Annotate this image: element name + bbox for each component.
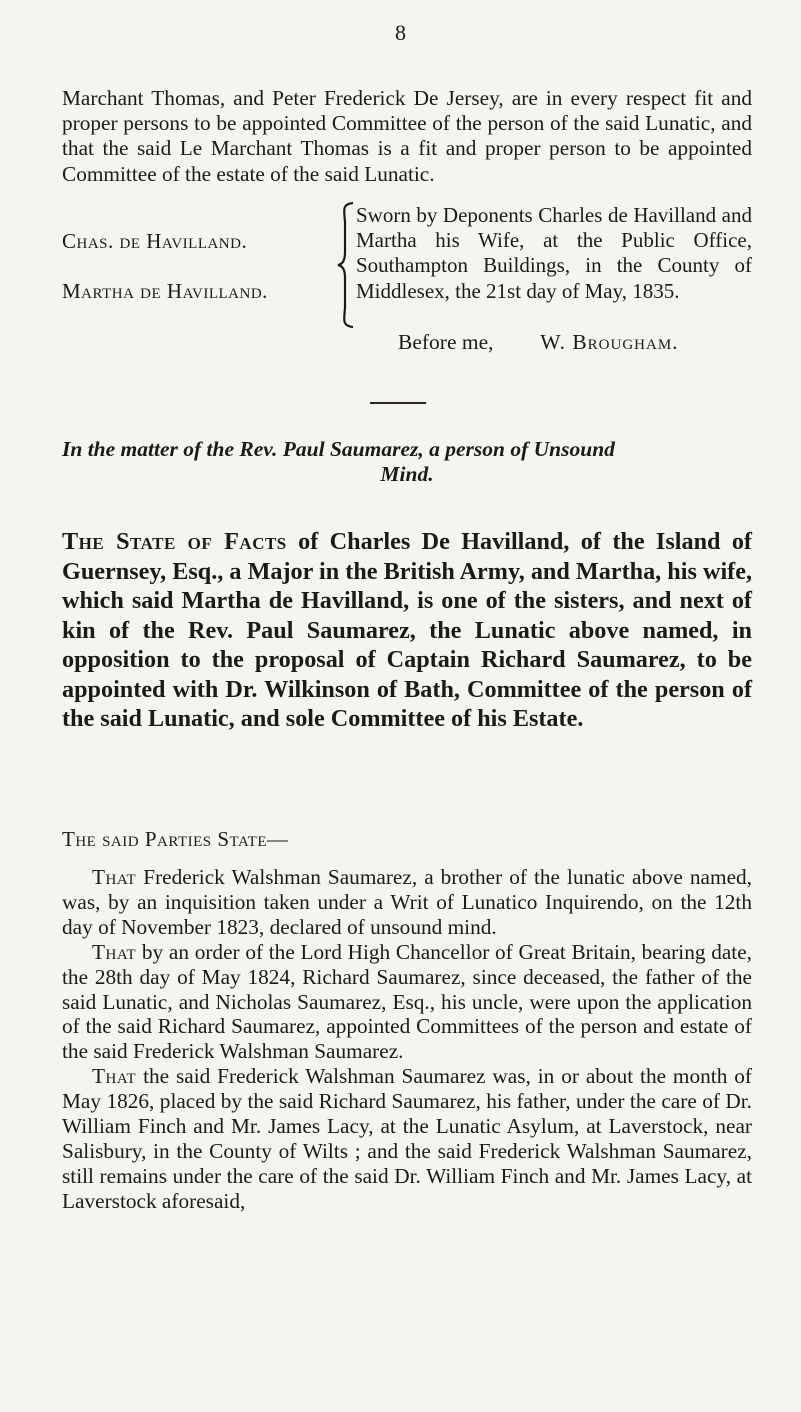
state-of-facts-heading: [62, 527, 752, 734]
paragraph-text: the said Frederick Walshman Saumarez was, in or about the month of May 1826, placed by the said Richard Saumarez, his father, under the care of Dr. William Finch and Mr. James Lacy, at the Lunatic Asylum, at Laverstock, near Salisbury, in the County of Wilts ; and the said Frederick Walshman Saumarez, still remains under the care of the said Dr. William Finch and Mr. James Lacy, at Laverstock aforesaid,: [62, 1064, 752, 1213]
deponent-name: Chas. de Havilland.: [62, 229, 248, 253]
paragraph-lead: That: [92, 939, 137, 964]
jurat-text: Sworn by Deponents Charles de Havilland and Martha his Wife, at the Public Office, Southampton Buildings, in the County of Middlesex, the 21st day of May, 1835.: [356, 203, 752, 303]
paragraph: [62, 940, 752, 1065]
paragraph: [62, 865, 752, 940]
matter-title: [62, 437, 752, 487]
attestation-line: [398, 330, 679, 355]
section-divider: [370, 402, 426, 404]
before-me-label: Before me,: [398, 330, 494, 354]
paragraph: [62, 1064, 752, 1213]
parties-state-heading: The said Parties State—: [62, 827, 289, 851]
paragraph-lead: That: [92, 1064, 137, 1089]
page-number: 8: [395, 20, 406, 45]
body-paragraphs: [62, 865, 752, 1214]
paragraph-text: Frederick Walshman Saumarez, a brother of the lunatic above named, was, by an inquisition taken under a Writ of Lunatico Inquirendo, on the 12th day of November 1823, declared of unsound mind.: [62, 865, 752, 939]
deponent-signatures: [62, 229, 337, 329]
top-paragraph: Marchant Thomas, and Peter Frederick De Jersey, are in every respect fit and proper persons to be appointed Committee of the person of the said Lunatic, and that the said Le Marchant Thomas is a fit and proper person to be appointed Committee of the estate of the said Lunatic.: [62, 86, 752, 186]
paragraph-text: by an order of the Lord High Chancellor of Great Britain, bearing date, the 28th day of May 1824, Richard Saumarez, since deceased, the father of the said Lunatic, and Nicholas Saumarez, Esq., his uncle, were upon the application of the said Richard Saumarez, appointed Committees of the person and estate of the said Frederick Walshman Saumarez.: [62, 939, 752, 1064]
deponent-name: Martha de Havilland.: [62, 279, 268, 303]
heading-rest: of Charles De Havilland, of the Island of Guernsey, Esq., a Major in the British Army, and Martha, his wife, which said Martha de Havilland, is one of the sisters, and next of kin of the Rev. Paul Saumarez, the Lunatic above named, in opposition to the proposal of Captain Richard Saumarez, to be appointed with Dr. Wilkinson of Bath, Committee of the person of the said Lunatic, and sole Committee of his Estate.: [62, 528, 752, 732]
matter-title-line-1: In the matter of the Rev. Paul Saumarez, a person of Unsound: [62, 437, 615, 461]
heading-lead: The State of Facts: [62, 528, 287, 555]
curly-brace: [336, 200, 356, 330]
paragraph-lead: That: [92, 865, 137, 889]
matter-title-line-2: Mind.: [380, 462, 434, 486]
magistrate-name: W. Brougham.: [540, 330, 679, 354]
